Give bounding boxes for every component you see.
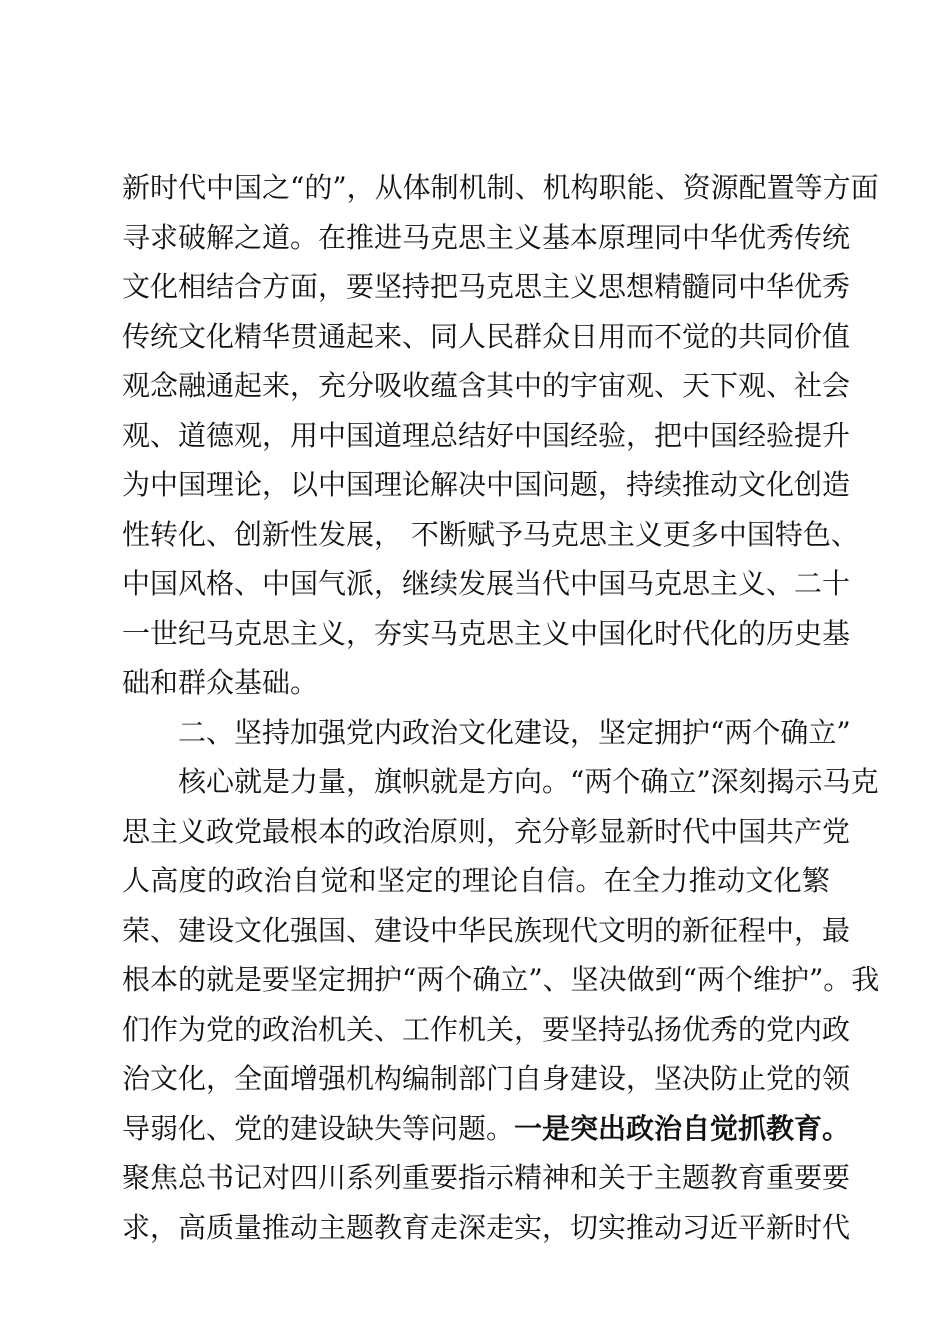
section-heading: 二、坚持加强党内政治文化建设，坚定拥护“两个确立” bbox=[178, 715, 851, 749]
body-line: 中国风格、中国气派，继续发展当代中国马克思主义、二十 bbox=[122, 567, 851, 600]
body-line: 根本的就是要坚定拥护“两个确立”、坚决做到“两个维护”。我 bbox=[122, 963, 880, 996]
body-line: 治文化，全面增强机构编制部门自身建设，坚决防止党的领 bbox=[122, 1062, 851, 1095]
body-line: 聚焦总书记对四川系列重要指示精神和关于主题教育重要要 bbox=[122, 1161, 851, 1194]
body-line: 荣、建设文化强国、建设中华民族现代文明的新征程中，最 bbox=[122, 913, 851, 947]
body-line: 观、道德观，用中国道理总结好中国经验，把中国经验提升 bbox=[122, 418, 851, 452]
body-line: 性转化、创新性发展， 不断赋予马克思主义更多中国特色、 bbox=[122, 517, 859, 551]
body-line: 思主义政党最根本的政治原则，充分彰显新时代中国共产党 bbox=[122, 814, 851, 848]
body-line-with-bold bbox=[122, 1104, 851, 1154]
body-line: 传统文化精华贯通起来、同人民群众日用而不觉的共同价值 bbox=[122, 319, 851, 353]
document-body bbox=[122, 163, 880, 1252]
body-line: 新时代中国之“的”，从体制机制、机构职能、资源配置等方面 bbox=[122, 171, 879, 204]
body-line: 人高度的政治自觉和坚定的理论自信。在全力推动文化繁 bbox=[122, 864, 830, 897]
body-line: 核心就是力量，旗帜就是方向。“两个确立”深刻揭示马克 bbox=[178, 765, 879, 798]
bold-phrase: 一是突出政治自觉抓教育。 bbox=[514, 1111, 851, 1145]
body-line: 为中国理论，以中国理论解决中国问题，持续推动文化创造 bbox=[122, 468, 851, 501]
body-line: 们作为党的政治机关、工作机关，要坚持弘扬优秀的党内政 bbox=[122, 1012, 851, 1046]
body-line-text: 导弱化、党的建设缺失等问题。 bbox=[122, 1111, 515, 1145]
body-line: 文化相结合方面，要坚持把马克思主义思想精髓同中华优秀 bbox=[122, 270, 851, 303]
body-line: 础和群众基础。 bbox=[122, 666, 319, 699]
body-line: 求，高质量推动主题教育走深走实，切实推动习近平新时代 bbox=[122, 1210, 851, 1244]
body-line: 一世纪马克思主义，夯实马克思主义中国化时代化的历史基 bbox=[122, 616, 851, 650]
body-line: 观念融通起来，充分吸收蕴含其中的宇宙观、天下观、社会 bbox=[122, 369, 851, 402]
body-line: 寻求破解之道。在推进马克思主义基本原理同中华优秀传统 bbox=[122, 220, 851, 254]
